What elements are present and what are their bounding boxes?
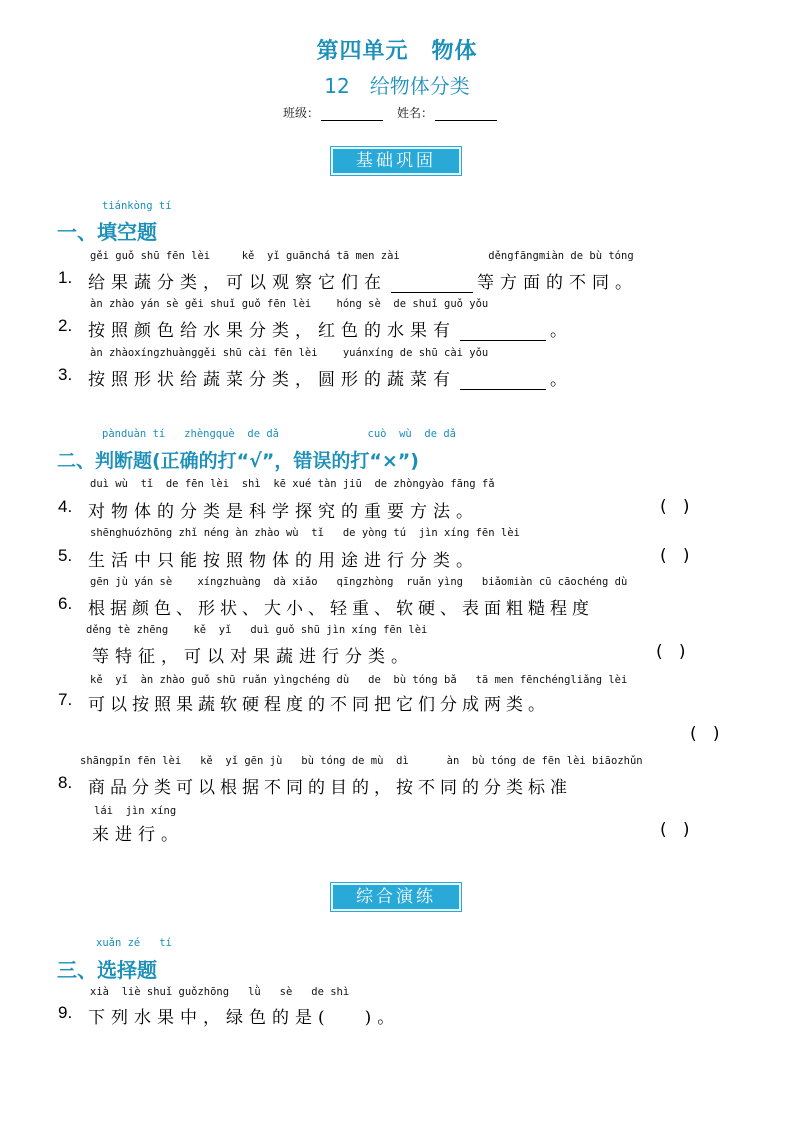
q1-answer-blank[interactable] xyxy=(391,276,473,293)
q3-text-after: 。 xyxy=(550,370,573,390)
q6-number: 6. xyxy=(58,594,73,613)
class-label: 班级： xyxy=(282,106,319,120)
q4-answer-paren[interactable]: ( ) xyxy=(660,497,690,517)
student-info xyxy=(0,104,794,121)
question-8 xyxy=(0,773,794,797)
section1-title: 一、填空题 xyxy=(57,220,157,244)
question-2 xyxy=(0,316,794,340)
q5-text: 生活中只能按照物体的用途进行分类。 xyxy=(88,551,479,571)
q1-number: 1. xyxy=(58,268,73,287)
section2-title: 二、判断题(正确的打“√”，错误的打“×”) xyxy=(57,450,419,472)
q7-number: 7. xyxy=(58,690,73,709)
q3-text-before: 按照形状给蔬菜分类，圆形的蔬菜有 xyxy=(88,370,456,390)
q4-number: 4. xyxy=(58,497,73,516)
unit-title: 第四单元 物体 xyxy=(316,39,478,64)
q8-text: 商品分类可以根据不同的目的，按不同的分类标准 xyxy=(88,778,572,798)
q3-pinyin: àn zhàoxíngzhuànggěi shū cài fēn lèi yuánxíng de shū cài yǒu xyxy=(90,347,489,359)
class-blank[interactable] xyxy=(321,108,383,121)
q8-pinyin-line2: lái jìn xíng xyxy=(94,805,177,817)
q2-answer-blank[interactable] xyxy=(460,324,546,341)
q4-text: 对物体的分类是科学探究的重要方法。 xyxy=(88,502,479,522)
section1-pinyin: tiánkòng tí xyxy=(102,200,172,212)
question-7 xyxy=(0,690,794,714)
question-6-line2 xyxy=(0,642,794,666)
q3-answer-blank[interactable] xyxy=(460,373,546,390)
q6-pinyin: gēn jù yán sè xíngzhuàng dà xiǎo qīngzhòng ruǎn yìng biǎomiàn cū cāochéng dù xyxy=(90,576,628,588)
question-6 xyxy=(0,594,794,618)
q4-pinyin: duì wù tǐ de fēn lèi shì kē xué tàn jiū de zhòngyào fāng fǎ xyxy=(90,478,495,490)
q1-text-after: 等方面的不同。 xyxy=(477,273,638,293)
q2-text-before: 按照颜色给水果分类，红色的水果有 xyxy=(88,321,456,341)
q8-text-line2: 来进行。 xyxy=(92,825,184,845)
q7-pinyin: kě yǐ àn zhào guǒ shū ruǎn yìngchéng dù de bù tóng bǎ tā men fēnchéngliǎng lèi xyxy=(90,674,628,686)
question-5 xyxy=(0,546,794,570)
name-blank[interactable] xyxy=(435,108,497,121)
q2-text-after: 。 xyxy=(550,321,573,341)
banner-basic: 基础巩固 xyxy=(331,147,461,175)
q3-number: 3. xyxy=(58,365,73,384)
question-1 xyxy=(0,268,794,292)
q7-answer-paren[interactable]: ( ) xyxy=(690,724,720,744)
q8-number: 8. xyxy=(58,773,73,792)
banner-comprehensive: 综合演练 xyxy=(331,883,461,911)
section2-pinyin: pànduàn tí zhèngquè de dǎ cuò wù de dǎ xyxy=(102,428,457,440)
question-7-line2 xyxy=(0,724,794,748)
question-4 xyxy=(0,497,794,521)
q5-number: 5. xyxy=(58,546,73,565)
q2-number: 2. xyxy=(58,316,73,335)
question-8-line2 xyxy=(0,820,794,844)
lesson-title: 12 给物体分类 xyxy=(324,74,470,98)
q6-pinyin-line2: děng tè zhēng kě yǐ duì guǒ shū jìn xíng fēn lèi xyxy=(86,624,428,636)
q8-answer-paren[interactable]: ( ) xyxy=(660,820,690,840)
q6-answer-paren[interactable]: ( ) xyxy=(656,642,686,662)
q9-number: 9. xyxy=(58,1003,73,1022)
q1-pinyin: gěi guǒ shū fēn lèi kě yǐ guānchá tā men zài děngfāngmiàn de bù tóng xyxy=(90,250,634,262)
question-3 xyxy=(0,365,794,389)
q6-text: 根据颜色、形状、大小、轻重、软硬、表面粗糙程度 xyxy=(88,599,594,619)
q5-answer-paren[interactable]: ( ) xyxy=(660,546,690,566)
q7-text: 可以按照果蔬软硬程度的不同把它们分成两类。 xyxy=(88,695,550,715)
name-label: 姓名： xyxy=(397,106,434,120)
q9-pinyin: xià liè shuǐ guǒzhōng lǜ sè de shì xyxy=(90,986,350,998)
section3-title: 三、选择题 xyxy=(57,958,157,982)
q2-pinyin: àn zhào yán sè gěi shuǐ guǒ fēn lèi hóng sè de shuǐ guǒ yǒu xyxy=(90,298,489,310)
q6-text-line2: 等特征，可以对果蔬进行分类。 xyxy=(92,647,414,667)
question-9 xyxy=(0,1003,794,1027)
q5-pinyin: shēnghuózhōng zhǐ néng àn zhào wù tǐ de yòng tú jìn xíng fēn lèi xyxy=(90,527,520,539)
section3-pinyin: xuǎn zé tí xyxy=(96,937,172,949)
q8-pinyin: shāngpǐn fēn lèi kě yǐ gēn jù bù tóng de mù dì àn bù tóng de fēn lèi biāozhǔn xyxy=(80,755,643,767)
q1-text-before: 给果蔬分类，可以观察它们在 xyxy=(88,273,387,293)
q9-text-before: 下列水果中，绿色的是( xyxy=(88,1008,331,1028)
q9-text-after: )。 xyxy=(364,1008,401,1028)
